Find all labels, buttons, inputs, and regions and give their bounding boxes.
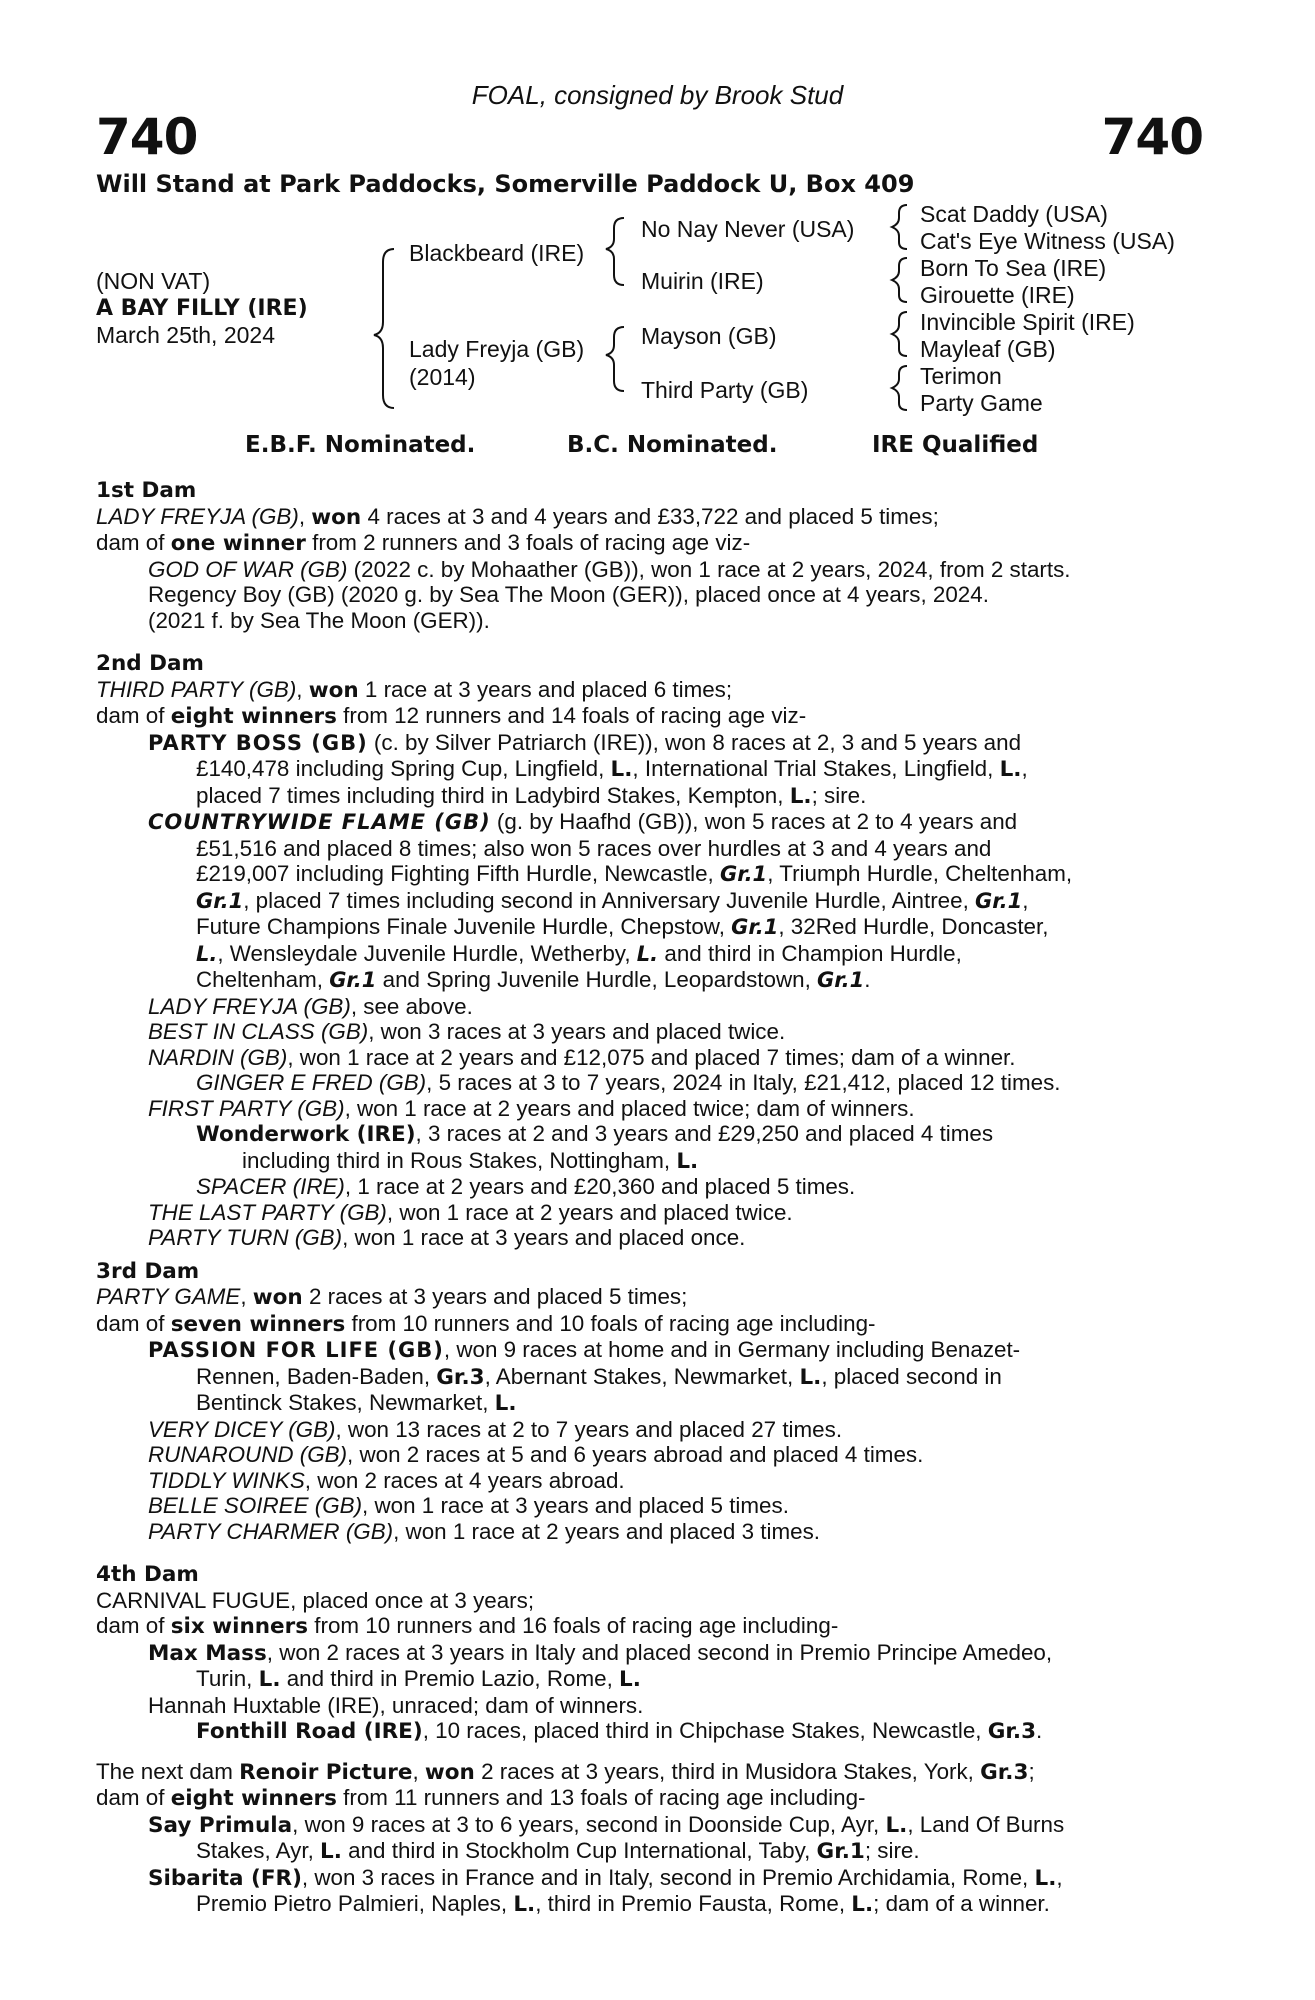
grand-produce-entry: SPACER (IRE), 1 race at 2 years and £20,360 and placed 5 times. [196, 1174, 856, 1199]
produce-entry-cont: L., Wensleydale Juvenile Hurdle, Wetherby, L. and third in Champion Hurdle, [196, 940, 962, 966]
pedigree-g5: Invincible Spirit (IRE) [920, 309, 1135, 335]
produce-record [96, 478, 1202, 1918]
lot-number-left: 740 [96, 108, 198, 166]
horse-dob: March 25th, 2024 [96, 322, 276, 348]
second-dam-heading: 2nd Dam [96, 651, 204, 676]
produce-entry: BEST IN CLASS (GB), won 3 races at 3 years and placed twice. [148, 1019, 786, 1044]
nomination-bc: B.C. Nominated. [567, 432, 778, 458]
grand-produce-entry-cont: including third in Rous Stakes, Nottingham, L. [242, 1147, 699, 1174]
grand-produce-entry: Fonthill Road (IRE), 10 races, placed third in Chipchase Stakes, Newcastle, Gr.3. [196, 1718, 1043, 1744]
pedigree-brackets [0, 0, 1315, 430]
first-dam-heading: 1st Dam [96, 478, 197, 503]
pedigree-sire: Blackbeard (IRE) [409, 240, 585, 266]
third-dam-produce-summary: dam of seven winners from 10 runners and 10 foals of racing age including- [96, 1310, 876, 1337]
next-dam-produce-summary: dam of eight winners from 11 runners and 13 foals of racing age including- [96, 1785, 866, 1811]
produce-entry-cont: Rennen, Baden-Baden, Gr.3, Abernant Stakes, Newmarket, L., placed second in [196, 1363, 1002, 1390]
pedigree-g7: Terimon [920, 363, 1002, 389]
pedigree-g1: Scat Daddy (USA) [920, 201, 1108, 227]
grand-produce-entry: Wonderwork (IRE), 3 races at 2 and 3 years and £29,250 and placed 4 times [196, 1121, 994, 1147]
produce-entry-cont: Turin, L. and third in Premio Lazio, Rome, L. [196, 1666, 641, 1692]
produce-entry-cont: £219,007 including Fighting Fifth Hurdle, Newcastle, Gr.1, Triumph Hurdle, Cheltenham, [196, 861, 1073, 886]
pedigree-dam-sire: Mayson (GB) [641, 323, 777, 349]
pedigree-dam-dam: Third Party (GB) [641, 377, 809, 403]
produce-entry-cont: £51,516 and placed 8 times; also won 5 races over hurdles at 3 and 4 years and [196, 835, 992, 861]
pedigree-sire-sire: No Nay Never (USA) [641, 216, 855, 242]
third-dam-heading: 3rd Dam [96, 1258, 200, 1284]
produce-entry: FIRST PARTY (GB), won 1 race at 2 years and placed twice; dam of winners. [148, 1095, 915, 1121]
produce-entry: COUNTRYWIDE FLAME (GB) (g. by Haafhd (GB)), won 5 races at 2 to 4 years and [148, 809, 1018, 834]
lot-number-right: 740 [1101, 108, 1203, 166]
second-dam-line: THIRD PARTY (GB), won 1 race at 3 years and placed 6 times; [96, 676, 733, 703]
produce-entry: RUNAROUND (GB), won 2 races at 5 and 6 years abroad and placed 4 times. [148, 1442, 924, 1467]
pedigree-g3: Born To Sea (IRE) [920, 255, 1107, 281]
produce-entry: Sibarita (FR), won 3 races in France and in Italy, second in Premio Archidamia, Rome, L., [148, 1864, 1063, 1891]
produce-entry: PARTY CHARMER (GB), won 1 race at 2 years and placed 3 times. [148, 1518, 820, 1544]
produce-entry: Say Primula, won 9 races at 3 to 6 years, second in Doonside Cup, Ayr, L., Land Of Burns [148, 1811, 1065, 1838]
produce-entry-cont: £140,478 including Spring Cup, Lingfield, L., International Trial Stakes, Lingfield, L., [196, 756, 1028, 782]
pedigree-dam: Lady Freyja (GB) [409, 336, 585, 362]
produce-entry: Hannah Huxtable (IRE), unraced; dam of winners. [148, 1692, 644, 1718]
fourth-dam-produce-summary: dam of six winners from 10 runners and 16 foals of racing age including- [96, 1613, 839, 1639]
produce-entry: GOD OF WAR (GB) (2022 c. by Mohaather (GB)), won 1 race at 2 years, 2024, from 2 starts. [148, 556, 1071, 582]
produce-entry-cont: placed 7 times including third in Ladybird Stakes, Kempton, L.; sire. [196, 782, 867, 809]
pedigree-g6: Mayleaf (GB) [920, 336, 1056, 362]
produce-entry: PARTY TURN (GB), won 1 race at 3 years and placed once. [148, 1225, 746, 1250]
next-dam-line: The next dam Renoir Picture, won 2 races at 3 years, third in Musidora Stakes, York, Gr.3; [96, 1758, 1035, 1785]
nomination-ebf: E.B.F. Nominated. [245, 432, 476, 458]
first-dam-line: LADY FREYJA (GB), won 4 races at 3 and 4 years and £33,722 and placed 5 times; [96, 503, 939, 530]
produce-entry: LADY FREYJA (GB), see above. [148, 993, 473, 1019]
pedigree-dam-year: (2014) [409, 364, 476, 390]
pedigree-g4: Girouette (IRE) [920, 282, 1075, 308]
second-dam-produce-summary: dam of eight winners from 12 runners and 14 foals of racing age viz- [96, 703, 807, 729]
produce-entry: PASSION FOR LIFE (GB), won 9 races at home and in Germany including Benazet- [148, 1337, 1021, 1362]
produce-entry: Max Mass, won 2 races at 3 years in Italy and placed second in Premio Principe Amedeo, [148, 1639, 1053, 1666]
produce-entry: NARDIN (GB), won 1 race at 2 years and £12,075 and placed 7 times; dam of a winner. [148, 1044, 1016, 1070]
pedigree-sire-dam: Muirin (IRE) [641, 268, 764, 294]
produce-entry: Regency Boy (GB) (2020 g. by Sea The Moon (GER)), placed once at 4 years, 2024. [148, 582, 989, 607]
pedigree-g2: Cat's Eye Witness (USA) [920, 228, 1175, 254]
produce-entry: BELLE SOIREE (GB), won 1 race at 3 years and placed 5 times. [148, 1493, 789, 1518]
vat-status: (NON VAT) [96, 268, 211, 294]
third-dam-line: PARTY GAME, won 2 races at 3 years and placed 5 times; [96, 1284, 688, 1310]
produce-entry-cont: Future Champions Finale Juvenile Hurdle, Chepstow, Gr.1, 32Red Hurdle, Doncaster, [196, 914, 1049, 939]
produce-entry: TIDDLY WINKS, won 2 races at 4 years abroad. [148, 1467, 625, 1493]
stand-location: Will Stand at Park Paddocks, Somerville Paddock U, Box 409 [96, 170, 915, 198]
produce-entry-cont: Premio Pietro Palmieri, Naples, L., third in Premio Fausta, Rome, L.; dam of a winner. [196, 1891, 1050, 1917]
produce-entry: THE LAST PARTY (GB), won 1 race at 2 years and placed twice. [148, 1199, 793, 1225]
grand-produce-entry: GINGER E FRED (GB), 5 races at 3 to 7 years, 2024 in Italy, £21,412, placed 12 times. [196, 1070, 1061, 1095]
fourth-dam-heading: 4th Dam [96, 1562, 199, 1587]
horse-name: A BAY FILLY (IRE) [96, 296, 308, 321]
produce-entry: PARTY BOSS (GB) (c. by Silver Patriarch (IRE)), won 8 races at 2, 3 and 5 years and [148, 729, 1022, 755]
first-dam-produce-summary: dam of one winner from 2 runners and 3 foals of racing age viz- [96, 530, 751, 556]
page-title: FOAL, consigned by Brook Stud [471, 80, 844, 110]
produce-entry: VERY DICEY (GB), won 13 races at 2 to 7 years and placed 27 times. [148, 1416, 843, 1442]
pedigree-g8: Party Game [920, 390, 1043, 416]
produce-entry-cont: Gr.1, placed 7 times including second in Anniversary Juvenile Hurdle, Aintree, Gr.1, [196, 887, 1029, 913]
fourth-dam-line: CARNIVAL FUGUE, placed once at 3 years; [96, 1587, 535, 1613]
nomination-ire: IRE Qualified [872, 432, 1039, 458]
produce-entry-cont: Cheltenham, Gr.1 and Spring Juvenile Hurdle, Leopardstown, Gr.1. [196, 967, 871, 992]
produce-entry-cont: Bentinck Stakes, Newmarket, L. [196, 1390, 517, 1416]
produce-entry: (2021 f. by Sea The Moon (GER)). [148, 607, 490, 633]
produce-entry-cont: Stakes, Ayr, L. and third in Stockholm Cup International, Taby, Gr.1; sire. [196, 1838, 920, 1864]
